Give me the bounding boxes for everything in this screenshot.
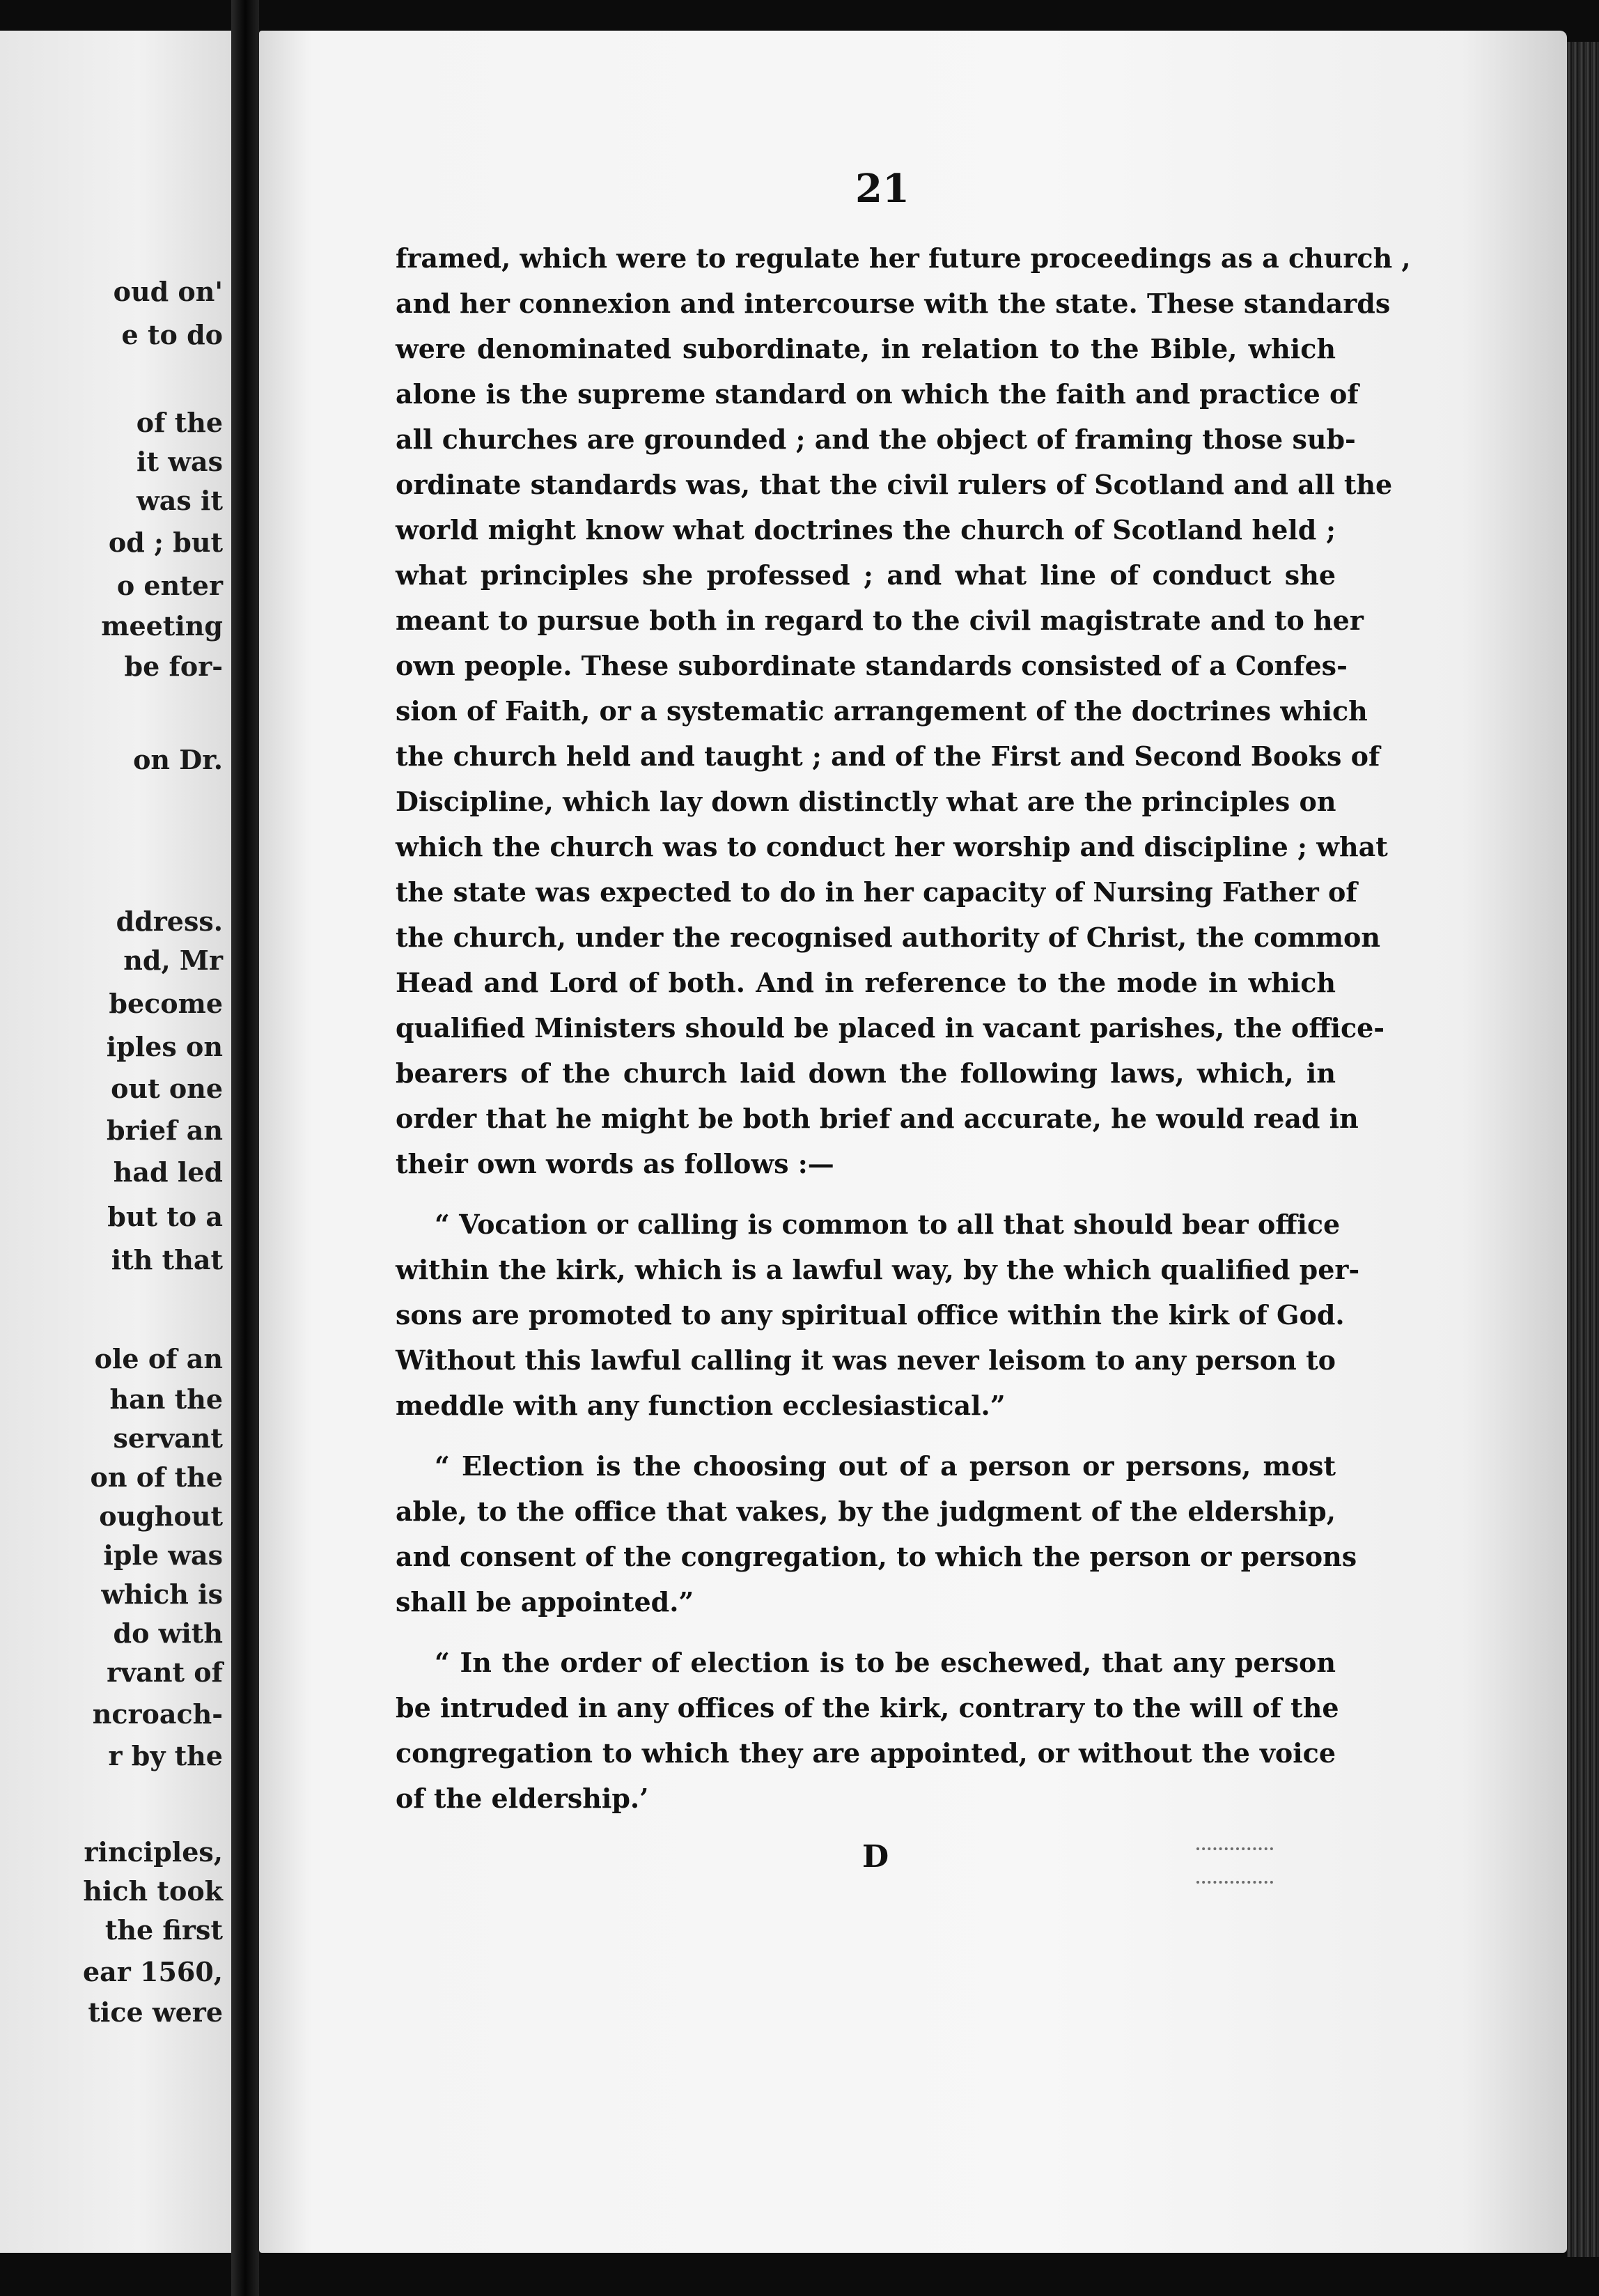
previous-page-line: hich took (83, 1875, 223, 1907)
text-line: sion of Faith, or a systematic arrangement of the doctrines which (396, 695, 1368, 727)
previous-page-line: nd, Mr (123, 945, 223, 976)
previous-page-line: out one (111, 1073, 223, 1104)
text-line: world might know what doctrines the church of Scotland held ; (396, 514, 1336, 545)
previous-page-line: the first (104, 1914, 223, 1946)
previous-page-line: ole of an (94, 1343, 223, 1374)
previous-page-line: r by the (108, 1740, 223, 1771)
previous-page-line: servant (113, 1422, 223, 1454)
text-line: bearers of the church laid down the following laws, which, in (396, 1057, 1336, 1089)
text-line: sons are promoted to any spiritual office within the kirk of God. (396, 1299, 1345, 1331)
text-line: of the eldership.’ (396, 1783, 649, 1814)
text-line: able, to the office that vakes, by the judgment of the eldership, (396, 1496, 1336, 1527)
text-line: which the church was to conduct her worship and discipline ; what (396, 831, 1388, 862)
previous-page-line: it was (136, 446, 223, 477)
previous-page-line: iples on (106, 1031, 223, 1062)
previous-page-line: tice were (88, 1996, 223, 2028)
text-line: “ Vocation or calling is common to all that should bear office (435, 1209, 1341, 1240)
previous-page-line: oud on' (113, 276, 223, 307)
page-body-text (396, 235, 1411, 1821)
previous-page (0, 31, 231, 2253)
previous-page-line: ith that (111, 1244, 223, 1275)
page-number: 21 (855, 166, 910, 212)
previous-page-line: be for- (124, 651, 223, 682)
previous-page-line: rvant of (107, 1657, 223, 1688)
page-edges (1567, 42, 1599, 2257)
previous-page-line: e to do (121, 319, 223, 350)
text-line: “ Election is the choosing out of a person or persons, most (435, 1450, 1336, 1482)
previous-page-line: was it (136, 485, 223, 516)
text-line: Without this lawful calling it was never leisom to any person to (396, 1344, 1336, 1376)
text-line: “ In the order of election is to be eschewed, that any person (435, 1647, 1336, 1678)
previous-page-line: oughout (99, 1500, 223, 1532)
previous-page-line: ear 1560, (82, 1956, 223, 1987)
previous-page-line: iple was (103, 1539, 223, 1571)
text-line: what principles she professed ; and what line of conduct she (396, 559, 1336, 591)
text-line: Head and Lord of both. And in reference to the mode in which (396, 967, 1336, 998)
text-line: meant to pursue both in regard to the civil magistrate and to her (396, 605, 1364, 636)
previous-page-line: ncroach- (92, 1698, 223, 1730)
book-gutter (231, 0, 259, 2296)
main-paragraph (396, 235, 1411, 1186)
text-line: order that he might be both brief and accurate, he would read in (396, 1103, 1359, 1134)
previous-page-line: on of the (90, 1461, 223, 1493)
text-line: qualified Ministers should be placed in vacant parishes, the office- (396, 1012, 1385, 1044)
text-line: the state was expected to do in her capacity of Nursing Father of (396, 876, 1357, 908)
quote-election (396, 1443, 1357, 1624)
previous-page-line: on Dr. (133, 744, 223, 775)
text-line: the church held and taught ; and of the First and Second Books of (396, 740, 1380, 772)
library-stamp (1196, 1847, 1273, 1884)
text-line: be intruded in any offices of the kirk, contrary to the will of the (396, 1692, 1339, 1723)
previous-page-line: brief an (106, 1115, 223, 1146)
signature-mark: D (862, 1839, 889, 1875)
previous-page-line: had led (113, 1156, 223, 1188)
text-line: Discipline, which lay down distinctly what are the principles on (396, 786, 1336, 817)
previous-page-line: rinciples, (84, 1836, 223, 1868)
text-line: all churches are grounded ; and the object of framing those sub- (396, 424, 1356, 455)
text-line: their own words as follows :— (396, 1148, 834, 1179)
previous-page-line: ddress. (116, 906, 223, 937)
previous-page-line: which is (101, 1578, 223, 1610)
text-line: framed, which were to regulate her future proceedings as a church , (396, 242, 1411, 274)
quote-order-of-election (396, 1640, 1339, 1821)
text-line: were denominated subordinate, in relation to the Bible, which (396, 333, 1336, 364)
text-line: congregation to which they are appointed, or without the voice (396, 1737, 1336, 1769)
previous-page-line: od ; but (108, 527, 223, 558)
text-line: own people. These subordinate standards consisted of a Confes- (396, 650, 1348, 681)
text-line: and her connexion and intercourse with the state. These standards (396, 288, 1391, 319)
text-line: and consent of the congregation, to which the person or persons (396, 1541, 1357, 1572)
previous-page-line: meeting (101, 610, 223, 642)
previous-page-line: of the (136, 407, 223, 438)
quote-vocation (396, 1202, 1360, 1428)
previous-page-line: do with (113, 1618, 223, 1649)
text-line: shall be appointed.” (396, 1586, 694, 1618)
previous-page-line: but to a (107, 1201, 223, 1232)
previous-page-line: o enter (116, 570, 223, 601)
text-line: ordinate standards was, that the civil rulers of Scotland and all the (396, 469, 1393, 500)
previous-page-line: become (109, 988, 223, 1019)
previous-page-line: han the (109, 1383, 223, 1415)
text-line: within the kirk, which is a lawful way, by the which qualified per- (396, 1254, 1360, 1285)
text-line: alone is the supreme standard on which the faith and practice of (396, 378, 1359, 410)
text-line: the church, under the recognised authority of Christ, the common (396, 922, 1380, 953)
text-line: meddle with any function ecclesiastical.” (396, 1390, 1006, 1421)
